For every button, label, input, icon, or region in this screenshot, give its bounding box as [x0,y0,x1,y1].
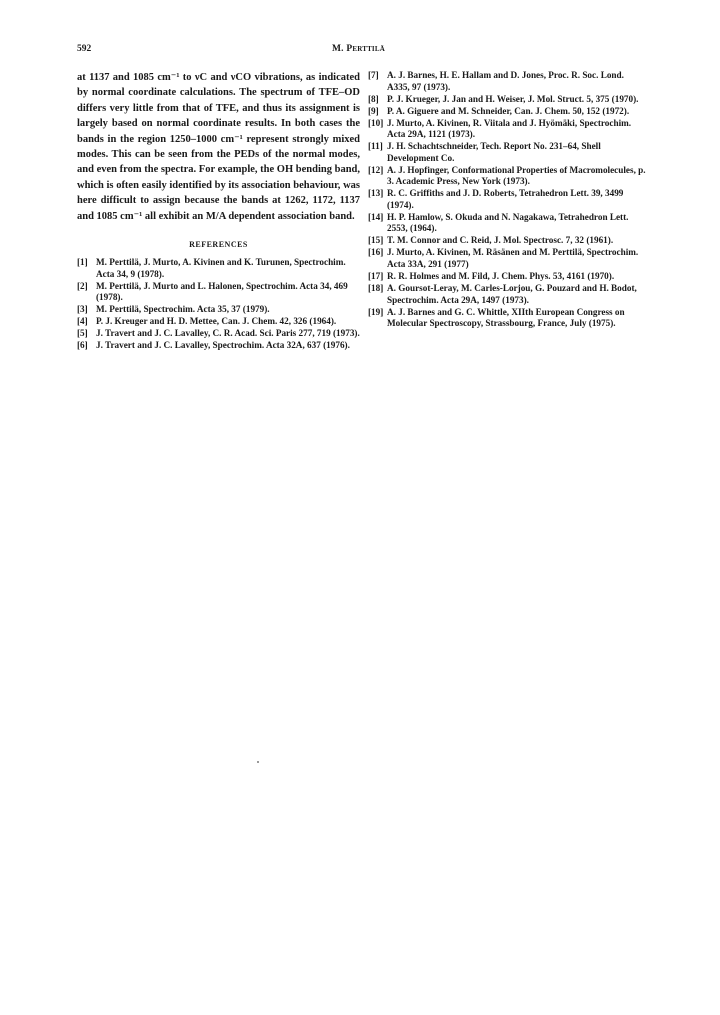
reference-item [368,94,647,106]
references-list-right [368,70,647,330]
reference-number: [14] [368,211,384,222]
right-column [368,70,647,330]
reference-text: A. J. Barnes, H. E. Hallam and D. Jones, Proc. R. Soc. Lond. A335, 97 (1973). [387,70,624,92]
reference-item [368,247,647,270]
reference-number: [15] [368,235,384,246]
reference-number: [18] [368,282,384,293]
running-head: M. Perttilä [332,44,385,54]
reference-number: [17] [368,271,384,281]
reference-item [77,281,360,304]
reference-text: J. Travert and J. C. Lavalley, Spectrochim. Acta 32A, 637 (1976). [96,340,350,351]
reference-text: P. J. Krueger, J. Jan and H. Weiser, J. Mol. Struct. 5, 375 (1970). [387,93,639,104]
reference-number: [7] [368,70,379,80]
reference-item [368,271,647,283]
reference-item [77,340,360,352]
reference-item [368,188,647,211]
references-heading: REFERENCES [189,240,248,250]
reference-item [368,141,647,164]
reference-item [368,212,647,235]
reference-number: [4] [77,316,88,327]
reference-number: [16] [368,247,384,258]
reference-text: M. Perttilä, Spectrochim. Acta 35, 37 (1979). [96,304,270,315]
references-list-left [77,257,360,352]
reference-text: J. Travert and J. C. Lavalley, C. R. Acad. Sci. Paris 277, 719 (1973). [96,328,360,339]
reference-item [77,328,360,340]
reference-number: [12] [368,164,384,175]
reference-number: [11] [368,141,383,152]
reference-text: T. M. Connor and C. Reid, J. Mol. Spectrosc. 7, 32 (1961). [387,235,614,246]
reference-text: J. H. Schachtschneider, Tech. Report No. 231–64, Shell Development Co. [387,141,601,163]
reference-text: M. Perttilä, J. Murto and L. Halonen, Spectrochim. Acta 34, 469 (1978). [96,280,348,303]
reference-item [368,235,647,247]
reference-text: A. J. Barnes and G. C. Whittle, XIIth European Congress on Molecular Spectroscopy, Strassbourg, France, July (1975). [387,306,625,329]
reference-item [368,283,647,306]
reference-item [368,118,647,141]
reference-item [368,165,647,188]
reference-item [77,304,360,316]
reference-text: J. Murto, A. Kivinen, M. Räsänen and M. Perttilä, Spectrochim. Acta 33A, 291 (1977) [387,247,639,270]
body-paragraph: at 1137 and 1085 cm⁻¹ to νC and νCO vibrations, as indicated by normal coordinate calculations. The spectrum of TFE–OD differs very little from that of TFE, and thus its assignment is largely based on normal coordinate results. In both cases the bands in the region 1250–1000 cm⁻¹ represent strongly mixed modes. This can be seen from the PEDs of the normal modes, and even from the spectra. For example, the OH bending band, which is often easily identified by its association behaviour, was here difficult to assign because the bands at 1262, 1172, 1137 and 1085 cm⁻¹ all exhibit an M/A dependent association band. [77,72,360,222]
reference-item [368,70,647,93]
reference-text: A. J. Hopfinger, Conformational Properties of Macromolecules, p. 3. Academic Press, New York (1973). [387,164,646,187]
reference-text: M. Perttilä, J. Murto, A. Kivinen and K. Turunen, Spectrochim. Acta 34, 9 (1978). [96,257,346,279]
reference-number: [5] [77,328,88,339]
reference-item [368,307,647,330]
reference-item [77,257,360,280]
reference-number: [19] [368,306,384,317]
reference-number: [2] [77,280,88,291]
reference-text: H. P. Hamlow, S. Okuda and N. Nagakawa, Tetrahedron Lett. 2553, (1964). [387,211,629,234]
reference-number: [13] [368,188,384,199]
reference-number: [10] [368,117,384,128]
reference-item [368,106,647,118]
reference-number: [6] [77,340,88,351]
reference-text: R. C. Griffiths and J. D. Roberts, Tetrahedron Lett. 39, 3499 (1974). [387,188,624,210]
reference-text: A. Goursot-Leray, M. Carles-Lorjou, G. Pouzard and H. Bodot, Spectrochim. Acta 29A, 1497 (1973). [387,282,637,305]
left-column [77,70,360,352]
reference-item [77,316,360,328]
scan-speck [257,761,259,763]
reference-text: J. Murto, A. Kivinen, R. Viitala and J. Hyömäki, Spectrochim. Acta 29A, 1121 (1973). [387,117,632,140]
reference-text: R. R. Holmes and M. Fild, J. Chem. Phys. 53, 4161 (1970). [387,271,615,281]
reference-text: P. A. Giguere and M. Schneider, Can. J. Chem. 50, 152 (1972). [387,105,630,116]
page-number: 592 [77,44,92,54]
reference-number: [8] [368,93,379,104]
reference-number: [1] [77,257,88,268]
reference-number: [3] [77,304,88,315]
reference-number: [9] [368,105,379,116]
reference-text: P. J. Kreuger and H. D. Mettee, Can. J. Chem. 42, 326 (1964). [96,316,337,327]
